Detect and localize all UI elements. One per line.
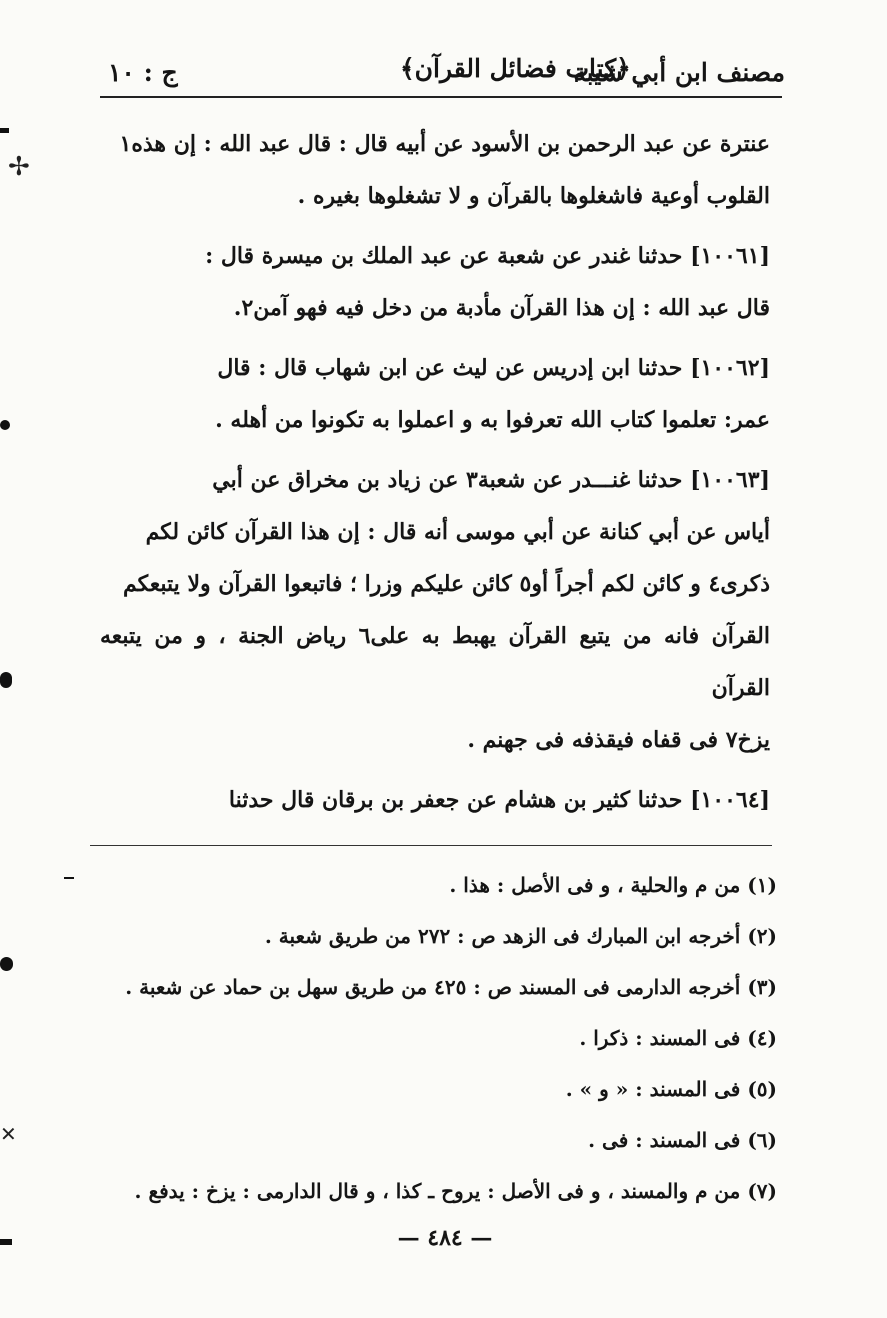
text-line: [١٠٠٦١] حدثنا غندر عن شعبة عن عبد الملك بن ميسرة قال :	[205, 243, 770, 269]
margin-speck	[0, 420, 10, 430]
margin-speck	[0, 672, 12, 688]
text-line: [١٠٠٦٣] حدثنا غنـــدر عن شعبة٣ عن زياد بن مخراق عن أبي	[212, 467, 770, 493]
margin-star-icon: ✕	[0, 1122, 17, 1146]
text-line: عمر: تعلموا كتاب الله تعرفوا به و اعملوا به تكونوا من أهله .	[215, 407, 770, 433]
footnote-3: (٣) أخرجه الدارمى فى المسند ص : ٤٢٥ من طريق سهل بن حماد عن شعبة .	[125, 975, 777, 999]
book-title: مصنف ابن أبي شيبة	[573, 58, 785, 87]
margin-speck	[64, 877, 74, 879]
hadith-10063	[100, 454, 770, 766]
text-line: القلوب أوعية فاشغلوها بالقرآن و لا تشغلوها بغيره .	[297, 183, 770, 209]
running-header	[100, 52, 785, 94]
text-line: عنترة عن عبد الرحمن بن الأسود عن أبيه قال : قال عبد الله : إن هذه١	[119, 131, 770, 157]
footnote-2: (٢) أخرجه ابن المبارك فى الزهد ص : ٢٧٢ من طريق شعبة .	[264, 924, 777, 948]
main-text	[100, 118, 770, 834]
page-number: — ٤٨٤ —	[397, 1225, 493, 1251]
footnote-4: (٤) فى المسند : ذكرا .	[579, 1026, 777, 1050]
footnote-7: (٧) من م والمسند ، و فى الأصل : يروح ـ كذا ، و قال الدارمى : يزخ : يدفع .	[134, 1179, 777, 1203]
volume-label: ج : ١٠	[108, 58, 178, 87]
text-line: [١٠٠٦٢] حدثنا ابن إدريس عن ليث عن ابن شهاب قال : قال	[217, 355, 770, 381]
text-line: قال عبد الله : إن هذا القرآن مأدبة من دخل فيه فهو آمن٢.	[233, 295, 770, 321]
text-line: ذكرى٤ و كائن لكم أجراً أو٥ كائن عليكم وزرا ؛ فاتبعوا القرآن ولا يتبعكم	[122, 571, 770, 597]
text-line: أياس عن أبي كنانة عن أبي موسى أنه قال : إن هذا القرآن كائن لكم	[145, 519, 770, 545]
footnote-5: (٥) فى المسند : « و » .	[565, 1077, 777, 1101]
footnote-rule	[90, 845, 772, 846]
footnote-6: (٦) فى المسند : فى .	[588, 1128, 777, 1152]
hadith-10062	[100, 342, 770, 446]
text-line: [١٠٠٦٤] حدثنا كثير بن هشام عن جعفر بن برقان قال حدثنا	[228, 787, 770, 813]
margin-star-icon: ✢	[8, 152, 30, 182]
paragraph	[100, 118, 770, 222]
hadith-10064	[100, 774, 770, 826]
footnote-1: (١) من م والحلية ، و فى الأصل : هذا .	[449, 873, 777, 897]
margin-speck	[0, 1239, 12, 1245]
margin-speck	[0, 957, 13, 971]
section-title: ﴿كتاب فضائل القرآن﴾	[400, 54, 631, 83]
text-line: القرآن فانه من يتبع القرآن يهبط به على٦ رياض الجنة ، و من يتبعه القرآن	[100, 623, 770, 701]
margin-speck	[0, 128, 9, 133]
hadith-10061	[100, 230, 770, 334]
footnotes	[107, 860, 777, 1217]
text-line: يزخ٧ فى قفاه فيقذفه فى جهنم .	[467, 727, 770, 753]
header-rule	[100, 96, 782, 98]
